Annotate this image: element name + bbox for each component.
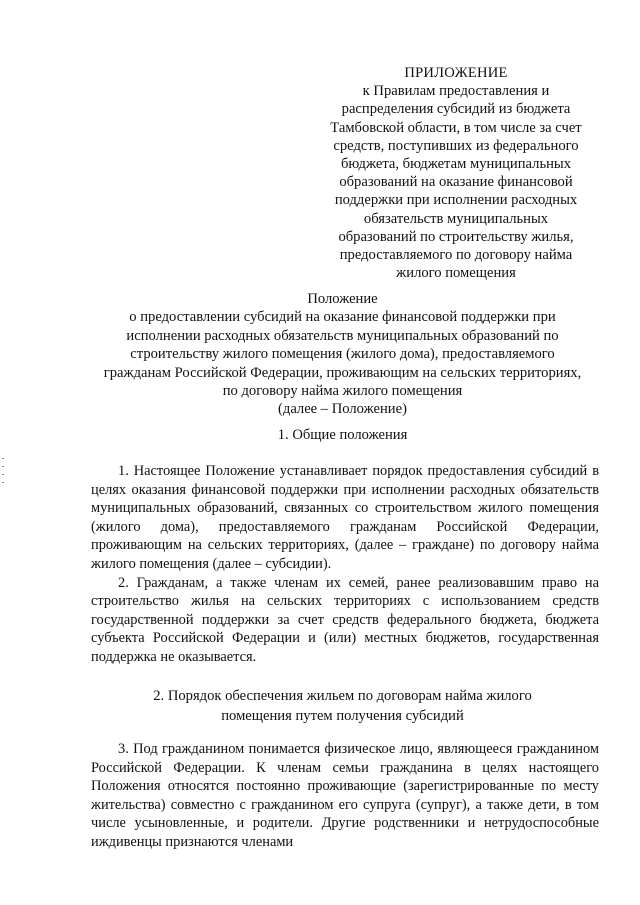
scan-margin-mark	[2, 482, 4, 483]
regulation-subtitle-line: о предоставлении субсидий на оказание финансовой поддержки при	[129, 309, 556, 326]
section-1-body	[91, 462, 599, 667]
appendix-line: к Правилам предоставления и	[362, 83, 550, 100]
scan-margin-mark	[2, 458, 4, 459]
appendix-line: обязательств муниципальных	[363, 210, 549, 227]
regulation-subtitle-line: исполнении расходных обязательств муниципальных образований по	[126, 327, 559, 344]
paragraph-1: 1. Настоящее Положение устанавливает порядок предоставления субсидий в целях оказания финансовой поддержки при исполнении расходных обязательств муниципальных образований, связанных со строительством жилого помещения (жилого дома), предоставляемого гражданам Российской Федерации, проживающим на сельских территориях, (далее – граждане) по договору найма жилого помещения (далее – субсидии).	[91, 463, 599, 572]
appendix-line: распределения субсидий из бюджета	[341, 101, 571, 118]
section-2-title	[60, 686, 625, 726]
section-2-body	[91, 740, 599, 852]
appendix-line: жилого помещения	[396, 265, 516, 282]
appendix-title: ПРИЛОЖЕНИЕ	[404, 65, 508, 81]
regulation-subtitle-line: строительству жилого помещения (жилого дома), предоставляемого	[130, 346, 555, 363]
paragraph-3: 3. Под гражданином понимается физическое лицо, являющееся гражданином Российской Федерации. К членам семьи гражданина в целях настоящего Положения относятся постоянно проживающие (зарегистрированные по месту жительства) совместно с гражданином его супруга (супруг), а также дети, в том числе усыновленные, и родители. Другие родственники и нетрудоспособные иждивенцы признаются членами	[91, 741, 599, 850]
regulation-subtitle-line: (далее – Положение)	[278, 401, 407, 418]
regulation-heading	[60, 290, 625, 419]
appendix-line: средств, поступивших из федерального	[333, 137, 579, 154]
regulation-subtitle-line: по договору найма жилого помещения	[222, 383, 463, 400]
appendix-line: Тамбовской области, в том числе за счет	[330, 119, 582, 136]
regulation-subtitle-line: гражданам Российской Федерации, проживающим на сельских территориях,	[103, 364, 582, 381]
appendix-line: бюджета, бюджетам муниципальных	[340, 156, 572, 173]
appendix-line: образований на оказание финансовой	[339, 174, 573, 191]
scan-margin-mark	[2, 466, 4, 467]
appendix-line: предоставляемого по договору найма	[339, 247, 573, 264]
regulation-title: Положение	[307, 291, 378, 307]
appendix-line: образований по строительству жилья,	[338, 228, 574, 245]
appendix-line: поддержки при исполнении расходных	[334, 192, 578, 209]
scan-margin-mark	[2, 474, 4, 475]
section-2-title-line: помещения путем получения субсидий	[221, 708, 464, 724]
appendix-block	[300, 64, 612, 282]
paragraph-2: 2. Гражданам, а также членам их семей, ранее реализовавшим право на строительство жилья на сельских территориях с использованием средств государственной поддержки за счет средств федерального бюджета, бюджета субъекта Российской Федерации и (или) местных бюджетов, государственная поддержка не оказывается.	[91, 574, 599, 665]
section-2-title-line: 2. Порядок обеспечения жильем по договорам найма жилого	[153, 688, 532, 704]
section-1-title: 1. Общие положения	[277, 427, 408, 443]
